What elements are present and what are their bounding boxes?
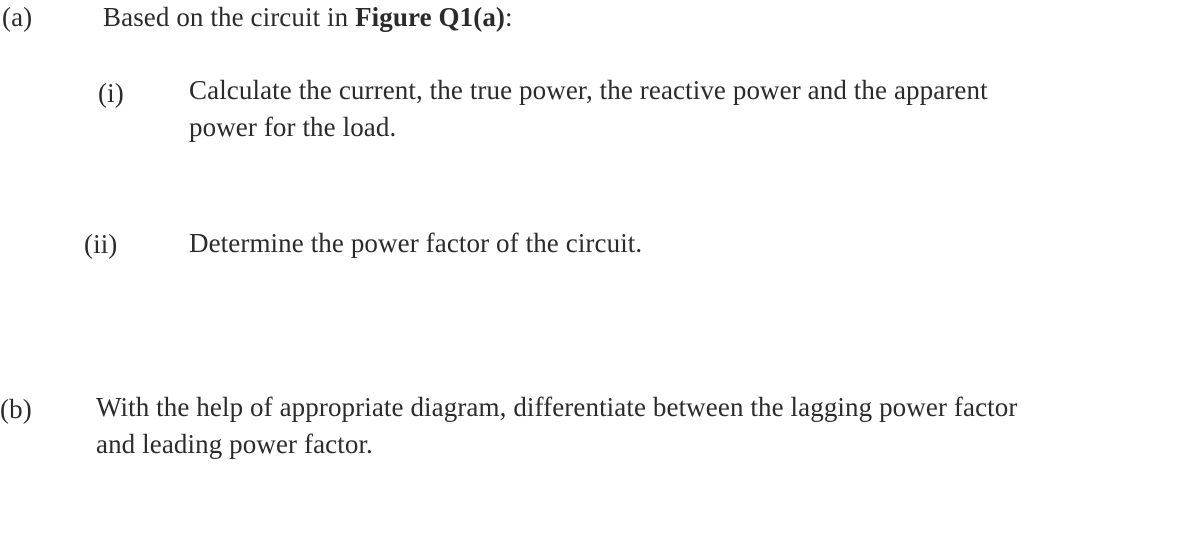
question-a-stem	[103, 0, 513, 34]
figure-reference: Figure Q1(a)	[355, 2, 506, 32]
question-a-label: (a)	[2, 2, 33, 32]
part-ii-text: Determine the power factor of the circuit.	[189, 228, 643, 258]
part-i-text-line2: power for the load.	[189, 112, 397, 142]
part-i-text-line1: Calculate the current, the true power, the reactive power and the apparent	[189, 75, 988, 105]
question-b-text-line2: and leading power factor.	[96, 429, 373, 459]
question-a-stem-suffix: :	[505, 2, 513, 32]
part-i-label: (i)	[98, 78, 124, 108]
question-a-stem-prefix: Based on the circuit in	[103, 2, 356, 32]
question-b-label: (b)	[0, 394, 32, 424]
question-b-text-line1: With the help of appropriate diagram, differentiate between the lagging power factor	[96, 392, 1018, 422]
part-ii-label: (ii)	[84, 229, 118, 259]
